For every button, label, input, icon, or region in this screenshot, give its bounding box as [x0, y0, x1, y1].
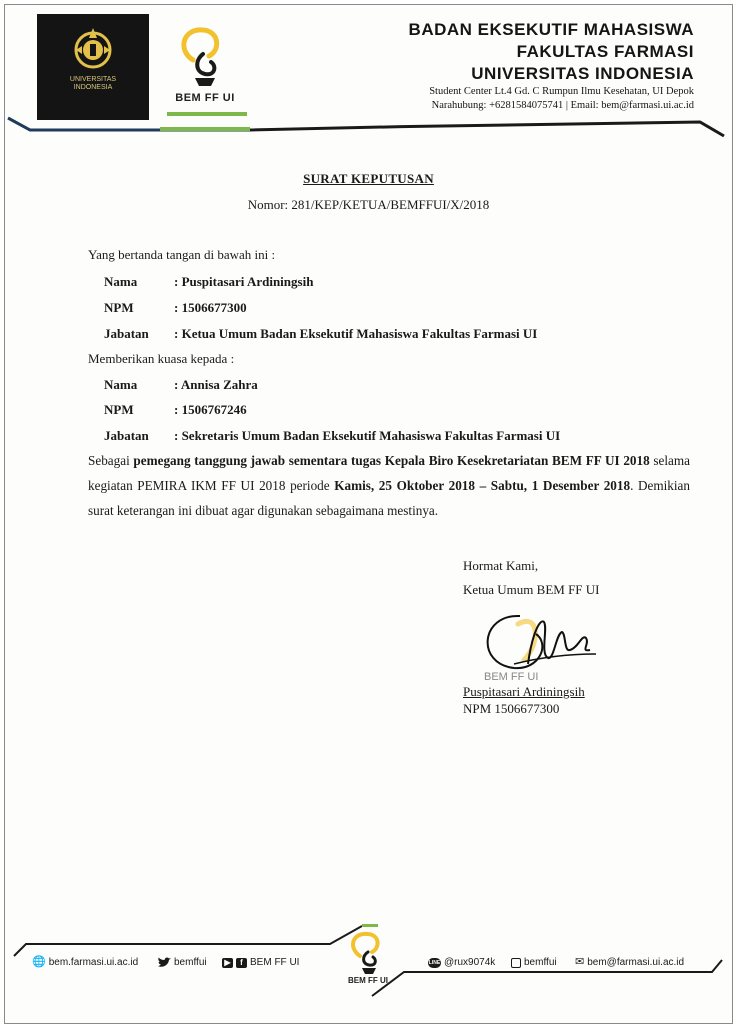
signer-intro: Yang bertanda tangan di bawah ini :: [88, 247, 276, 262]
letter-title: SURAT KEPUTUSAN: [303, 171, 434, 186]
footer-youtube-facebook[interactable]: [222, 957, 299, 968]
line-text: @rux9074k: [444, 957, 496, 968]
delegate-intro: Memberikan kuasa kepada :: [88, 351, 235, 366]
line-icon: LINE: [428, 959, 441, 966]
signer-npm-row: [104, 300, 247, 316]
field-value: : Sekretaris Umum Badan Eksekutif Mahasiswa Fakultas Farmasi UI: [174, 428, 561, 443]
email-text: bem@farmasi.ui.ac.id: [587, 957, 685, 968]
delegate-position-row: [104, 428, 560, 444]
twitter-icon: [157, 957, 171, 968]
field-label: Nama: [104, 274, 138, 289]
signer-position-row: [104, 326, 537, 342]
field-label: NPM: [104, 300, 134, 315]
instagram-text: bemffui: [524, 957, 557, 968]
ui-logo-line2: INDONESIA: [73, 84, 113, 91]
website-text: bem.farmasi.ui.ac.id: [48, 957, 139, 968]
body-bold-1: pemegang tanggung jawab sementara tugas Kepala Biro Kesekretariatan BEM FF UI 2018: [133, 453, 650, 468]
instagram-icon: [511, 958, 521, 968]
closing-position: Ketua Umum BEM FF UI: [463, 582, 600, 597]
footer-line[interactable]: [428, 957, 495, 968]
field-label: NPM: [104, 402, 134, 417]
org-name-line2: FAKULTAS FARMASI: [516, 42, 694, 61]
body-text-3: . Demikian surat keterangan ini dibuat agar digunakan sebagaimana mestinya.: [88, 478, 690, 518]
signer-npm-signature: NPM 1506677300: [463, 701, 560, 716]
universitas-indonesia-logo: [37, 14, 149, 120]
org-address: Student Center Lt.4 Gd. C Rumpun Ilmu Kesehatan, UI Depok: [429, 86, 694, 97]
stamp-text: BEM FF UI: [484, 671, 539, 683]
field-value: : Puspitasari Ardiningsih: [174, 274, 314, 289]
field-value: : Ketua Umum Badan Eksekutif Mahasiswa Fakultas Farmasi UI: [174, 326, 538, 341]
field-label: Jabatan: [104, 326, 149, 341]
body-bold-2: Kamis, 25 Oktober 2018 – Sabtu, 1 Desember 2018: [334, 478, 631, 493]
org-name-line1: BADAN EKSEKUTIF MAHASISWA: [408, 20, 694, 39]
makara-emblem-icon: [68, 24, 118, 74]
field-label: Nama: [104, 377, 138, 392]
org-name-line3: UNIVERSITAS INDONESIA: [471, 64, 694, 83]
youtube-facebook-text: BEM FF UI: [250, 957, 300, 968]
bem-mortar-icon: [336, 928, 400, 976]
footer-twitter[interactable]: [157, 957, 207, 968]
delegate-name-row: [104, 377, 258, 393]
bem-mortar-icon: [159, 20, 251, 92]
footer-email[interactable]: [575, 957, 684, 968]
closing-greeting: Hormat Kami,: [463, 558, 539, 573]
globe-icon: 🌐: [32, 956, 46, 968]
letter-body-paragraph: [88, 448, 690, 523]
twitter-text: bemffui: [174, 957, 207, 968]
bem-logo-label: BEM FF UI: [175, 92, 235, 104]
delegate-npm-row: [104, 402, 247, 418]
signer-name-row: [104, 274, 313, 290]
body-text-2: selama kegiatan PEMIRA IKM FF UI 2018 periode: [88, 453, 690, 493]
footer-logo-label: BEM FF UI: [348, 976, 388, 985]
body-text-1: Sebagai: [88, 453, 134, 468]
ui-logo-line1: UNIVERSITAS: [69, 76, 117, 83]
signature-stamp: [470, 604, 610, 686]
youtube-icon: ▶: [222, 958, 233, 968]
org-contact: Narahubung: +6281584075741 | Email: bem@farmasi.ui.ac.id: [431, 100, 694, 111]
field-value: : 1506677300: [174, 300, 247, 315]
envelope-icon: ✉: [575, 956, 585, 968]
facebook-icon: f: [236, 958, 247, 968]
field-value: : Annisa Zahra: [174, 377, 258, 392]
footer-website[interactable]: [32, 957, 138, 968]
footer-instagram[interactable]: [511, 957, 557, 968]
signer-name-signature: Puspitasari Ardiningsih: [463, 684, 585, 699]
field-label: Jabatan: [104, 428, 149, 443]
letter-number: Nomor: 281/KEP/KETUA/BEMFFUI/X/2018: [247, 197, 490, 212]
field-value: : 1506767246: [174, 402, 247, 417]
bem-ff-ui-logo: [159, 20, 251, 120]
header-divider: [0, 112, 737, 142]
footer-bem-logo: [336, 928, 400, 1000]
